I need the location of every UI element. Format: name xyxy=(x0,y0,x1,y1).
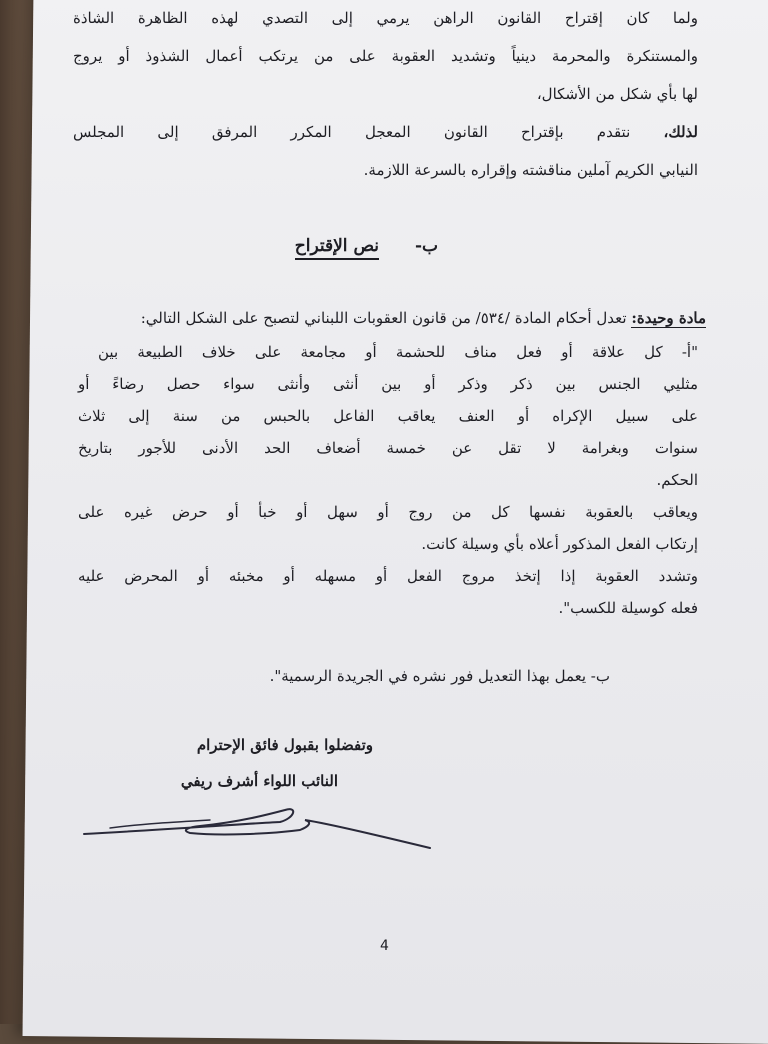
handwritten-signature xyxy=(80,800,440,860)
intro-line-3: لها بأي شكل من الأشكال، xyxy=(536,85,698,103)
conclusion-lead: لذلك، xyxy=(663,123,698,141)
closing-salutation: وتفضلوا بقبول فائق الإحترام xyxy=(196,736,373,754)
article-label: مادة وحيدة: xyxy=(631,309,706,327)
article-para2-line-1: ويعاقب بالعقوبة نفسها كل من روج أو سهل أو خبأ أو حرض غيره على xyxy=(78,503,698,521)
page-number: 4 xyxy=(380,938,389,954)
section-heading-letter: ب- xyxy=(414,236,438,256)
article-para1-line-2: مثليي الجنس بين ذكر وذكر أو بين أنثى وأنثى سواء حصل رضاءً أو xyxy=(78,375,698,393)
article-intro-text: تعدل أحكام المادة /٥٣٤/ من قانون العقوبات اللبناني لتصبح على الشكل التالي: xyxy=(140,309,627,327)
article-para1-line-5: الحكم. xyxy=(656,471,698,489)
article-para2-line-2: إرتكاب الفعل المذكور أعلاه بأي وسيلة كانت. xyxy=(421,535,698,553)
article-clause-b: ب- يعمل بهذا التعديل فور نشره في الجريدة الرسمية". xyxy=(269,667,610,685)
article-first-line xyxy=(141,308,706,328)
intro-line-2: والمستنكرة والمحرمة دينياً وتشديد العقوبة على من يرتكب أعمال الشذوذ أو يروج xyxy=(73,47,698,65)
article-para1-line-3: على سبيل الإكراه أو العنف يعاقب الفاعل بالحبس من سنة إلى ثلاث xyxy=(78,407,698,425)
section-heading-title: نص الإقتراح xyxy=(295,236,379,260)
conclusion-line-2: النيابي الكريم آملين مناقشته وإقراره بالسرعة اللازمة. xyxy=(363,161,698,179)
conclusion-line-1 xyxy=(73,122,698,142)
article-para3-line-1: وتشدد العقوبة إذا إتخذ مروج الفعل أو مسهله أو مخبئه أو المحرض عليه xyxy=(78,567,698,585)
article-para3-line-2: فعله كوسيلة للكسب". xyxy=(558,599,698,617)
intro-line-1: ولما كان إقتراح القانون الراهن يرمي إلى التصدي لهذه الظاهرة الشاذة xyxy=(73,9,698,27)
article-para1-line-4: سنوات وبغرامة لا تقل عن خمسة أضعاف الحد الأدنى للأجور بتاريخ xyxy=(78,439,698,457)
article-para1-line-1: "أ- كل علاقة أو فعل مناف للحشمة أو مجامعة على خلاف الطبيعة بين xyxy=(98,343,698,361)
section-heading xyxy=(295,236,438,256)
closing-signatory: النائب اللواء أشرف ريفي xyxy=(180,772,338,790)
conclusion-line-1-text: نتقدم بإقتراح القانون المعجل المكرر المرفق إلى المجلس xyxy=(73,123,631,141)
